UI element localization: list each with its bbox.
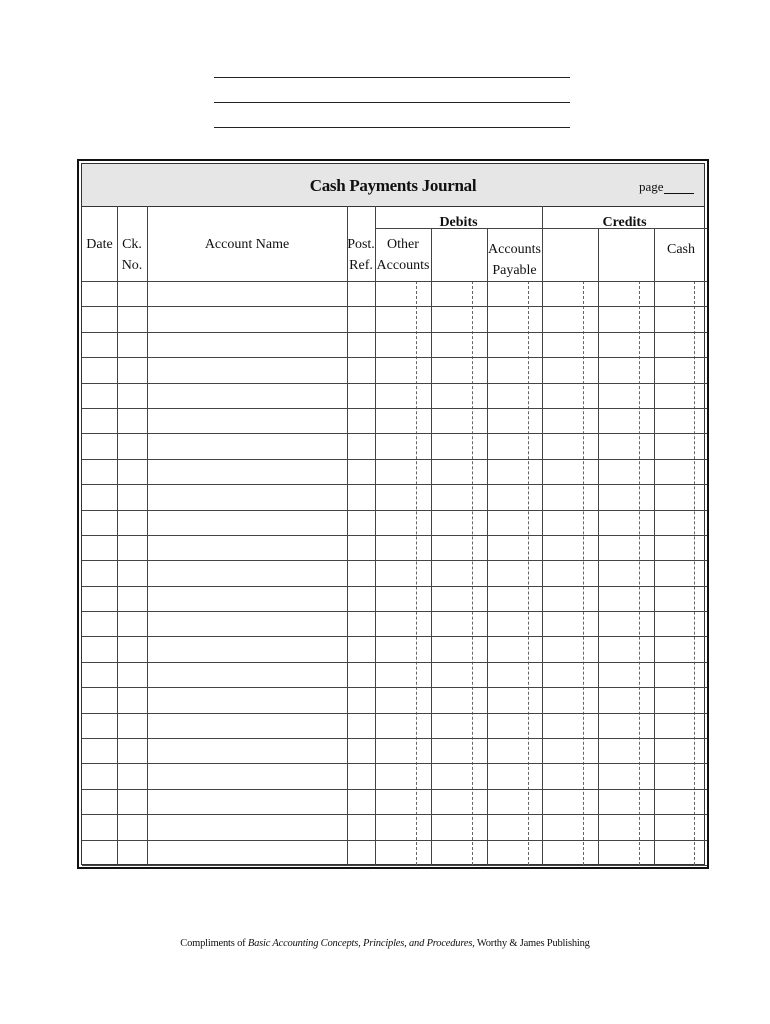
credits-header: Credits bbox=[602, 215, 647, 230]
journal-entry-row[interactable] bbox=[82, 814, 707, 839]
cash-header: Cash bbox=[667, 242, 695, 257]
journal-entry-row[interactable] bbox=[82, 510, 707, 535]
journal-entry-row[interactable] bbox=[82, 713, 707, 738]
row-line bbox=[82, 865, 707, 866]
journal-entry-row[interactable] bbox=[82, 687, 707, 712]
title-band bbox=[82, 164, 704, 207]
journal-entry-row[interactable] bbox=[82, 459, 707, 484]
journal-entry-row[interactable] bbox=[82, 738, 707, 763]
other-accounts-header-line1: Other bbox=[387, 237, 419, 252]
footer-book-title: Basic Accounting Concepts, Principles, and Procedures bbox=[247, 938, 473, 949]
page-number-blank[interactable] bbox=[664, 193, 694, 194]
footer-suffix: , Worthy & James Publishing bbox=[472, 938, 590, 949]
other-accounts-header-line2: Accounts bbox=[376, 258, 430, 273]
journal-entry-row[interactable] bbox=[82, 662, 707, 687]
header-blank-line-1[interactable] bbox=[214, 77, 570, 78]
journal-entry-row[interactable] bbox=[82, 383, 707, 408]
journal-entry-row[interactable] bbox=[82, 840, 707, 865]
account-name-header: Account Name bbox=[204, 237, 290, 252]
date-header: Date bbox=[86, 237, 113, 252]
ck-no-header-line2: No. bbox=[121, 258, 143, 273]
header-blank-line-3[interactable] bbox=[214, 127, 570, 128]
journal-entry-row[interactable] bbox=[82, 306, 707, 331]
debits-header: Debits bbox=[439, 215, 478, 230]
post-ref-header-line1: Post. bbox=[347, 237, 375, 252]
cash-payments-journal-form bbox=[77, 159, 709, 869]
footer-credit bbox=[0, 938, 770, 949]
journal-entry-row[interactable] bbox=[82, 535, 707, 560]
journal-entry-row[interactable] bbox=[82, 763, 707, 788]
ck-no-header-line1: Ck. bbox=[122, 237, 142, 252]
journal-entry-row[interactable] bbox=[82, 586, 707, 611]
header-blank-line-2[interactable] bbox=[214, 102, 570, 103]
journal-entry-row[interactable] bbox=[82, 560, 707, 585]
group-header-underline bbox=[375, 228, 707, 229]
journal-entry-row[interactable] bbox=[82, 433, 707, 458]
journal-entry-row[interactable] bbox=[82, 357, 707, 382]
journal-entry-row[interactable] bbox=[82, 281, 707, 306]
journal-entry-row[interactable] bbox=[82, 408, 707, 433]
journal-entry-row[interactable] bbox=[82, 332, 707, 357]
accounts-payable-header-line2: Payable bbox=[492, 263, 537, 278]
page-label: page bbox=[639, 179, 664, 194]
journal-title: Cash Payments Journal bbox=[309, 176, 477, 195]
post-ref-header-line2: Ref. bbox=[349, 258, 373, 273]
journal-entry-row[interactable] bbox=[82, 789, 707, 814]
journal-entry-row[interactable] bbox=[82, 636, 707, 661]
footer-prefix: Compliments of bbox=[180, 938, 248, 949]
accounts-payable-header-line1: Accounts bbox=[488, 242, 541, 257]
journal-entry-row[interactable] bbox=[82, 611, 707, 636]
journal-entry-row[interactable] bbox=[82, 484, 707, 509]
